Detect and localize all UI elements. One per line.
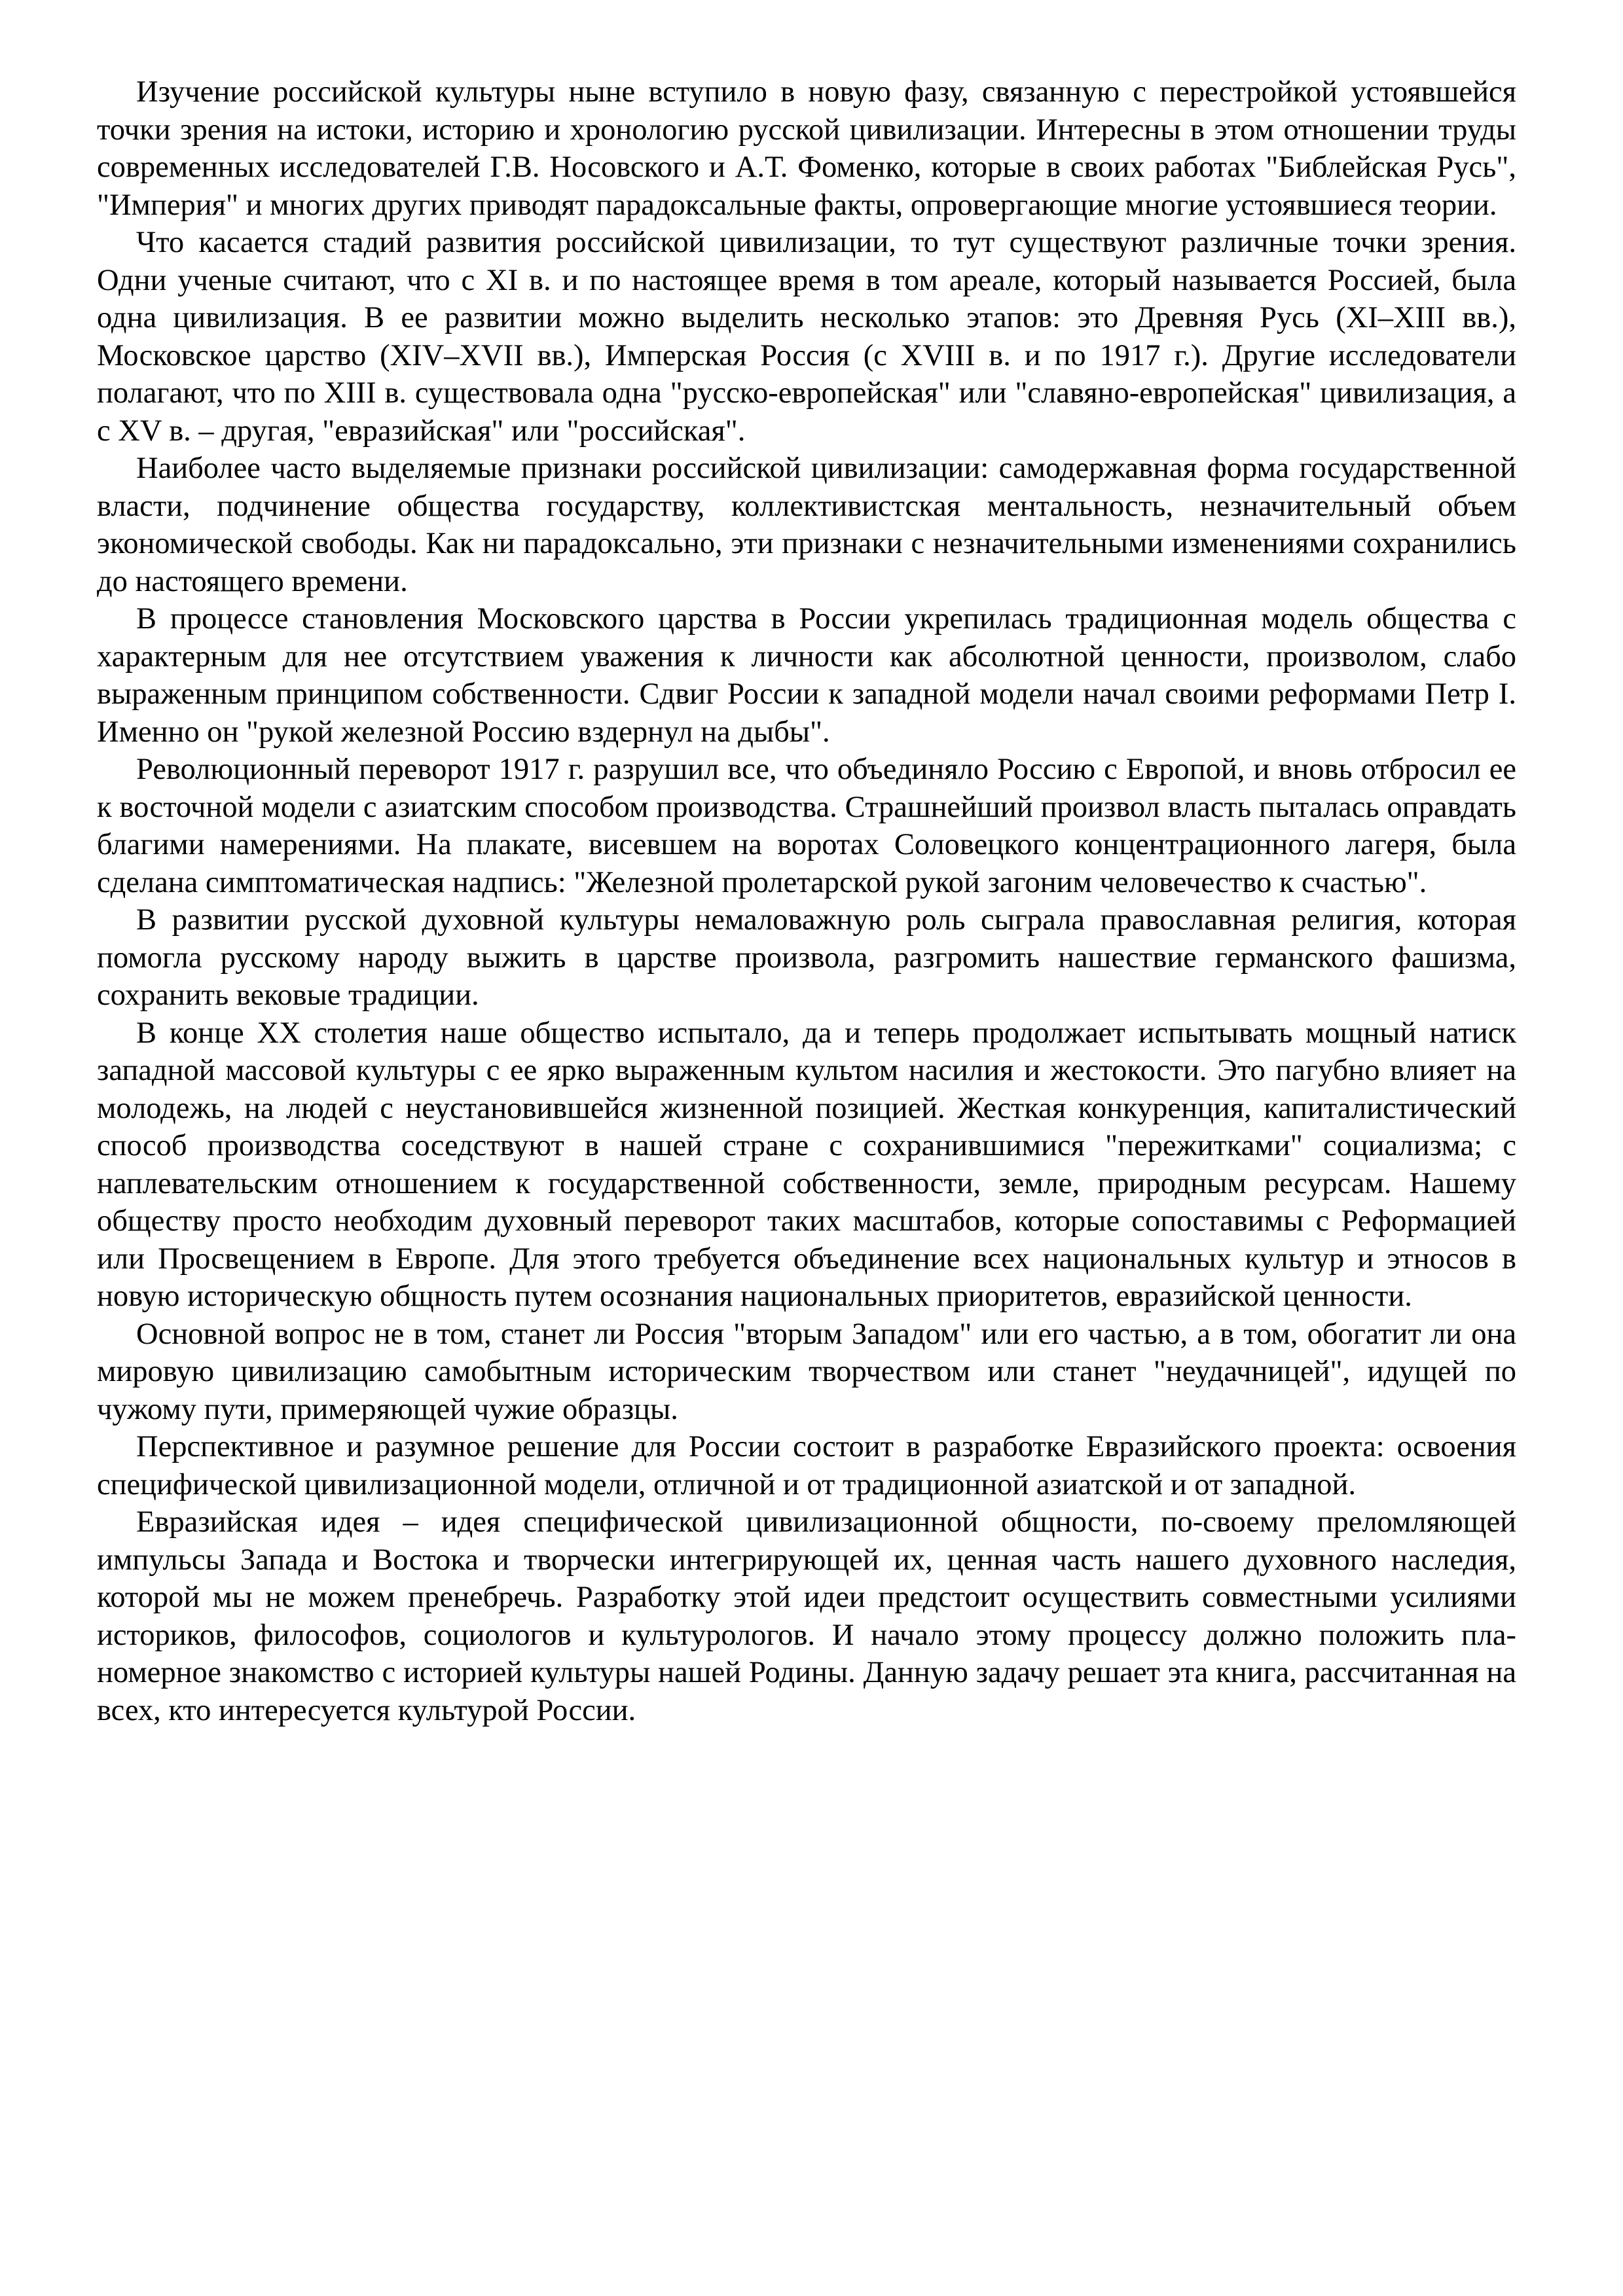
paragraph-10: Евразийская идея – идея специфической цивилизационной общности, по-своему преломляющей импульсы Запада и Востока и творчески интегрирующей их, ценная часть нашего духовного наследия, которой мы не можем пренебречь. Разработку этой идеи предстоит осуществить совместными усилиями историков, философов, социологов и культурологов. И начало этому процессу должно положить планомерное знакомство с историей культуры нашей Родины. Данную задачу решает эта книга, рассчитанная на всех, кто интересуется культурой России. [97,1505,1516,1727]
paragraph-1: Изучение российской культуры ныне вступило в новую фазу, связанную с перестройкой устоявшейся точки зрения на истоки, историю и хронологию русской цивилизации. Интересны в этом отношении труды современных исследователей Г.В. Носовского и А.Т. Фоменко, которые в своих работах "Библейская Русь", "Империя" и многих других приводят парадоксальные факты, опровергающие многие устоявшиеся теории. [97,75,1516,222]
paragraph-7: В конце XX столетия наше общество испытало, да и теперь продолжает испытывать мощный натиск западной массовой культуры с ее ярко выраженным культом насилия и жестокости. Это пагубно влияет на молодежь, на людей с неустановившейся жизненной позицией. Жесткая конкуренция, капиталистический способ производства соседствуют в нашей стране с сохранившимися "пережитками" социализма; с наплевательским отношением к государственной собственности, земле, природным ресурсам. Нашему обществу просто необходим духовный переворот таких масштабов, которые сопоставимы с Реформацией или Просвещением в Европе. Для этого требуется объединение всех национальных культур и этносов в новую историческую общность путем осознания национальных приоритетов, евразийской ценности. [97,1016,1516,1313]
paragraph-8: Основной вопрос не в том, станет ли Россия "вторым Западом" или его частью, а в том, обогатит ли она мировую цивилизацию самобытным историческим творчеством или станет "неудачницей", идущей по чужому пути, примеряющей чужие образцы. [97,1317,1516,1426]
paragraph-5: Революционный переворот 1917 г. разрушил все, что объединяло Россию с Европой, и вновь отбросил ее к восточной модели с азиатским способом производства. Страшнейший произвол власть пыталась оправдать благими намерениями. На плакате, висевшем на воротах Соловецкого концентрационного лагеря, была сделана симптоматическая надпись: "Железной пролетарской рукой загоним человечество к счастью". [97,753,1516,899]
paragraph-9: Перспективное и разумное решение для России состоит в разработке Евразийского проекта: освоения специфической цивилизационной модели, отличной и от традиционной азиатской и от западной. [97,1430,1516,1501]
paragraph-6: В развитии русской духовной культуры немаловажную роль сыграла православная религия, которая помогла русскому народу выжить в царстве произвола, разгромить нашествие германского фашизма, сохранить вековые традиции. [97,903,1516,1012]
paragraph-3: Наиболее часто выделяемые признаки российской цивилизации: самодержавная форма государственной власти, подчинение общества государству, коллективистская ментальность, незначительный объем экономической свободы. Как ни парадоксально, эти признаки с незначительными изменениями сохранились до настоящего времени. [97,452,1516,598]
paragraph-4: В процессе становления Московского царства в России укрепилась традиционная модель общества с характерным для нее отсутствием уважения к личности как абсолютной ценности, произволом, слабо выраженным принципом собственности. Сдвиг России к западной модели начал своими реформами Петр I. Именно он "рукой железной Россию вздернул на дыбы". [97,602,1516,749]
paragraph-2: Что касается стадий развития российской цивилизации, то тут существуют различные точки зрения. Одни ученые считают, что с XI в. и по настоящее время в том ареале, который называется Россией, была одна цивилизация. В ее развитии можно выделить несколько этапов: это Древняя Русь (XI–XIII вв.), Московское царство (XIV–XVII вв.), Имперская Россия (с XVIII в. и по 1917 г.). Другие исследователи полагают, что по XIII в. существовала одна "русско-европейская" или "славяно-европейская" цивилизация, а с XV в. – другая, "евразийская" или "российская". [97,226,1516,448]
body-text [97,73,1516,1729]
